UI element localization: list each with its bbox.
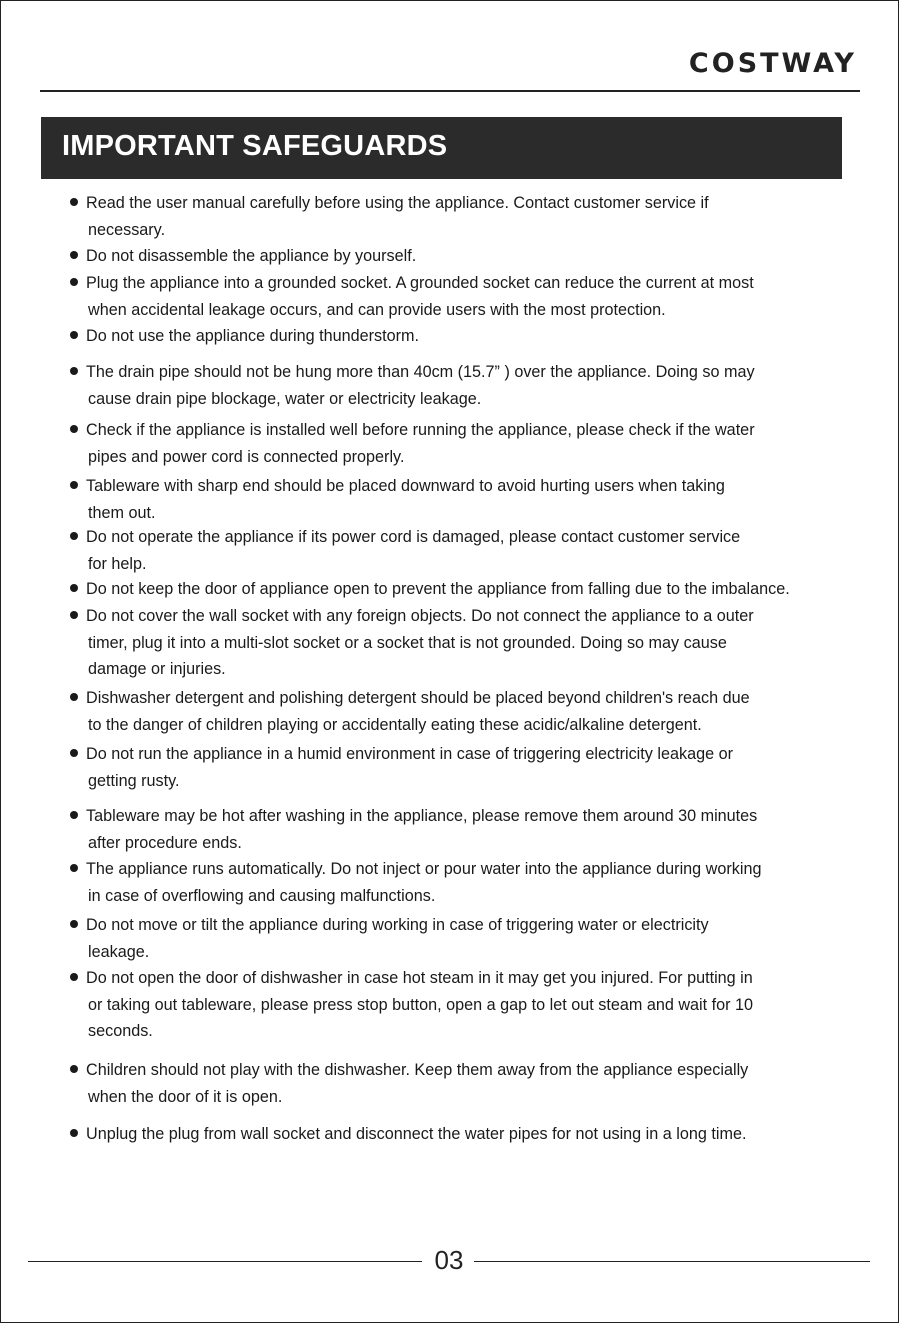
bullet-icon bbox=[70, 331, 78, 339]
safeguard-text: seconds. bbox=[88, 1022, 153, 1040]
bullet-icon bbox=[70, 611, 78, 619]
safeguard-line bbox=[70, 190, 835, 217]
brand-logo: COSTWAY bbox=[688, 48, 857, 79]
safeguard-text: cause drain pipe blockage, water or electricity leakage. bbox=[88, 389, 482, 408]
page-number: 03 bbox=[434, 1245, 464, 1275]
safeguard-item bbox=[70, 270, 835, 323]
safeguard-item bbox=[70, 856, 835, 909]
safeguard-line bbox=[70, 1121, 835, 1148]
safeguard-text: Do not cover the wall socket with any foreign objects. Do not connect the appliance to a outer bbox=[86, 607, 754, 625]
safeguard-text: for help. bbox=[88, 554, 147, 573]
safeguard-line bbox=[70, 1084, 835, 1111]
safeguard-text: Dishwasher detergent and polishing detergent should be placed beyond children's reach due bbox=[86, 689, 750, 707]
safeguard-text: Do not open the door of dishwasher in case hot steam in it may get you injured. For putting in bbox=[86, 969, 753, 987]
safeguard-text: Tableware with sharp end should be placed downward to avoid hurting users when taking bbox=[86, 477, 725, 495]
safeguard-text: Do not run the appliance in a humid environment in case of triggering electricity leakage or bbox=[86, 745, 733, 763]
safeguard-text: pipes and power cord is connected properly. bbox=[88, 447, 405, 466]
safeguard-text: getting rusty. bbox=[88, 771, 180, 790]
safeguard-line bbox=[70, 741, 835, 768]
section-title: IMPORTANT SAFEGUARDS bbox=[62, 130, 448, 162]
safeguard-item bbox=[70, 912, 835, 965]
safeguard-text: Do not move or tilt the appliance during working in case of triggering water or electricity bbox=[86, 916, 709, 934]
safeguard-item bbox=[70, 190, 835, 243]
safeguard-line bbox=[70, 270, 835, 297]
safeguard-item bbox=[70, 359, 835, 412]
safeguard-line bbox=[70, 856, 835, 883]
bullet-icon bbox=[70, 1129, 78, 1137]
safeguard-line bbox=[70, 656, 835, 683]
bullet-icon bbox=[70, 425, 78, 433]
safeguard-item bbox=[70, 803, 835, 856]
bullet-icon bbox=[70, 251, 78, 259]
safeguard-text: damage or injuries. bbox=[88, 660, 226, 678]
safeguard-line bbox=[70, 992, 835, 1019]
bullet-icon bbox=[70, 532, 78, 540]
safeguard-item bbox=[70, 576, 835, 603]
safeguard-line bbox=[70, 603, 835, 630]
bullet-icon bbox=[70, 920, 78, 928]
safeguard-line bbox=[70, 768, 835, 795]
safeguard-text: them out. bbox=[88, 503, 156, 522]
safeguard-item bbox=[70, 243, 835, 270]
safeguard-line bbox=[70, 217, 835, 244]
safeguard-line bbox=[70, 386, 835, 413]
safeguard-text: when accidental leakage occurs, and can provide users with the most protection. bbox=[88, 300, 666, 319]
safeguard-item bbox=[70, 417, 835, 470]
safeguard-line bbox=[70, 1057, 835, 1084]
safeguard-text: Children should not play with the dishwasher. Keep them away from the appliance especially bbox=[86, 1061, 749, 1079]
safeguard-item bbox=[70, 965, 835, 1045]
safeguard-line bbox=[70, 243, 835, 270]
safeguard-line bbox=[70, 712, 835, 739]
safeguard-text: Do not disassemble the appliance by yourself. bbox=[86, 247, 417, 265]
safeguard-line bbox=[70, 883, 835, 910]
bullet-icon bbox=[70, 811, 78, 819]
safeguard-line bbox=[70, 803, 835, 830]
safeguard-line bbox=[70, 576, 835, 603]
safeguard-line bbox=[70, 630, 835, 657]
bullet-icon bbox=[70, 198, 78, 206]
safeguard-text: Check if the appliance is installed well before running the appliance, please check if the water bbox=[86, 421, 755, 439]
safeguard-line bbox=[70, 685, 835, 712]
safeguard-text: in case of overflowing and causing malfunctions. bbox=[88, 886, 436, 905]
safeguard-item bbox=[70, 524, 835, 577]
safeguard-text: Do not use the appliance during thunderstorm. bbox=[86, 327, 419, 345]
safeguard-text: when the door of it is open. bbox=[88, 1087, 283, 1106]
header-divider bbox=[40, 90, 860, 92]
safeguard-line bbox=[70, 1018, 835, 1045]
safeguard-text: The appliance runs automatically. Do not inject or pour water into the appliance during working bbox=[86, 860, 762, 878]
safeguard-line bbox=[70, 912, 835, 939]
safeguard-line bbox=[70, 965, 835, 992]
safeguard-line bbox=[70, 551, 835, 578]
footer-divider-left bbox=[28, 1261, 422, 1262]
safeguard-item bbox=[70, 1121, 835, 1148]
footer-divider-right bbox=[474, 1261, 870, 1262]
safeguard-text: Do not keep the door of appliance open to prevent the appliance from falling due to the imbalance. bbox=[86, 580, 790, 598]
bullet-icon bbox=[70, 367, 78, 375]
safeguard-item bbox=[70, 685, 835, 738]
safeguard-text: Read the user manual carefully before using the appliance. Contact customer service if bbox=[86, 194, 709, 212]
safeguard-item bbox=[70, 323, 835, 350]
bullet-icon bbox=[70, 481, 78, 489]
safeguard-line bbox=[70, 444, 835, 471]
bullet-icon bbox=[70, 749, 78, 757]
safeguard-line bbox=[70, 359, 835, 386]
safeguard-line bbox=[70, 830, 835, 857]
safeguard-line bbox=[70, 500, 835, 527]
bullet-icon bbox=[70, 1065, 78, 1073]
safeguard-text: or taking out tableware, please press stop button, open a gap to let out steam and wait for 10 bbox=[88, 995, 754, 1014]
bullet-icon bbox=[70, 973, 78, 981]
safeguard-line bbox=[70, 473, 835, 500]
safeguard-text: timer, plug it into a multi-slot socket or a socket that is not grounded. Doing so may cause bbox=[88, 633, 727, 652]
safeguard-line bbox=[70, 297, 835, 324]
bullet-icon bbox=[70, 693, 78, 701]
safeguard-text: leakage. bbox=[88, 942, 150, 961]
safeguard-text: Unplug the plug from wall socket and disconnect the water pipes for not using in a long time. bbox=[86, 1125, 747, 1143]
safeguard-text: Plug the appliance into a grounded socket. A grounded socket can reduce the current at most bbox=[86, 274, 754, 292]
safeguard-line bbox=[70, 939, 835, 966]
section-banner bbox=[41, 117, 842, 179]
safeguard-item bbox=[70, 603, 835, 683]
safeguard-line bbox=[70, 323, 835, 350]
safeguard-line bbox=[70, 524, 835, 551]
safeguard-text: after procedure ends. bbox=[88, 833, 242, 852]
safeguard-line bbox=[70, 417, 835, 444]
bullet-icon bbox=[70, 864, 78, 872]
safeguard-text: Do not operate the appliance if its power cord is damaged, please contact customer service bbox=[86, 528, 741, 546]
safeguard-item bbox=[70, 1057, 835, 1110]
bullet-icon bbox=[70, 278, 78, 286]
safeguard-item bbox=[70, 473, 835, 526]
safeguard-text: Tableware may be hot after washing in the appliance, please remove them around 30 minutes bbox=[86, 807, 758, 825]
safeguard-item bbox=[70, 741, 835, 794]
safeguard-text: to the danger of children playing or accidentally eating these acidic/alkaline detergent. bbox=[88, 715, 702, 734]
bullet-icon bbox=[70, 584, 78, 592]
safeguard-text: The drain pipe should not be hung more than 40cm (15.7” ) over the appliance. Doing so may bbox=[86, 363, 755, 381]
safeguard-text: necessary. bbox=[88, 220, 166, 239]
